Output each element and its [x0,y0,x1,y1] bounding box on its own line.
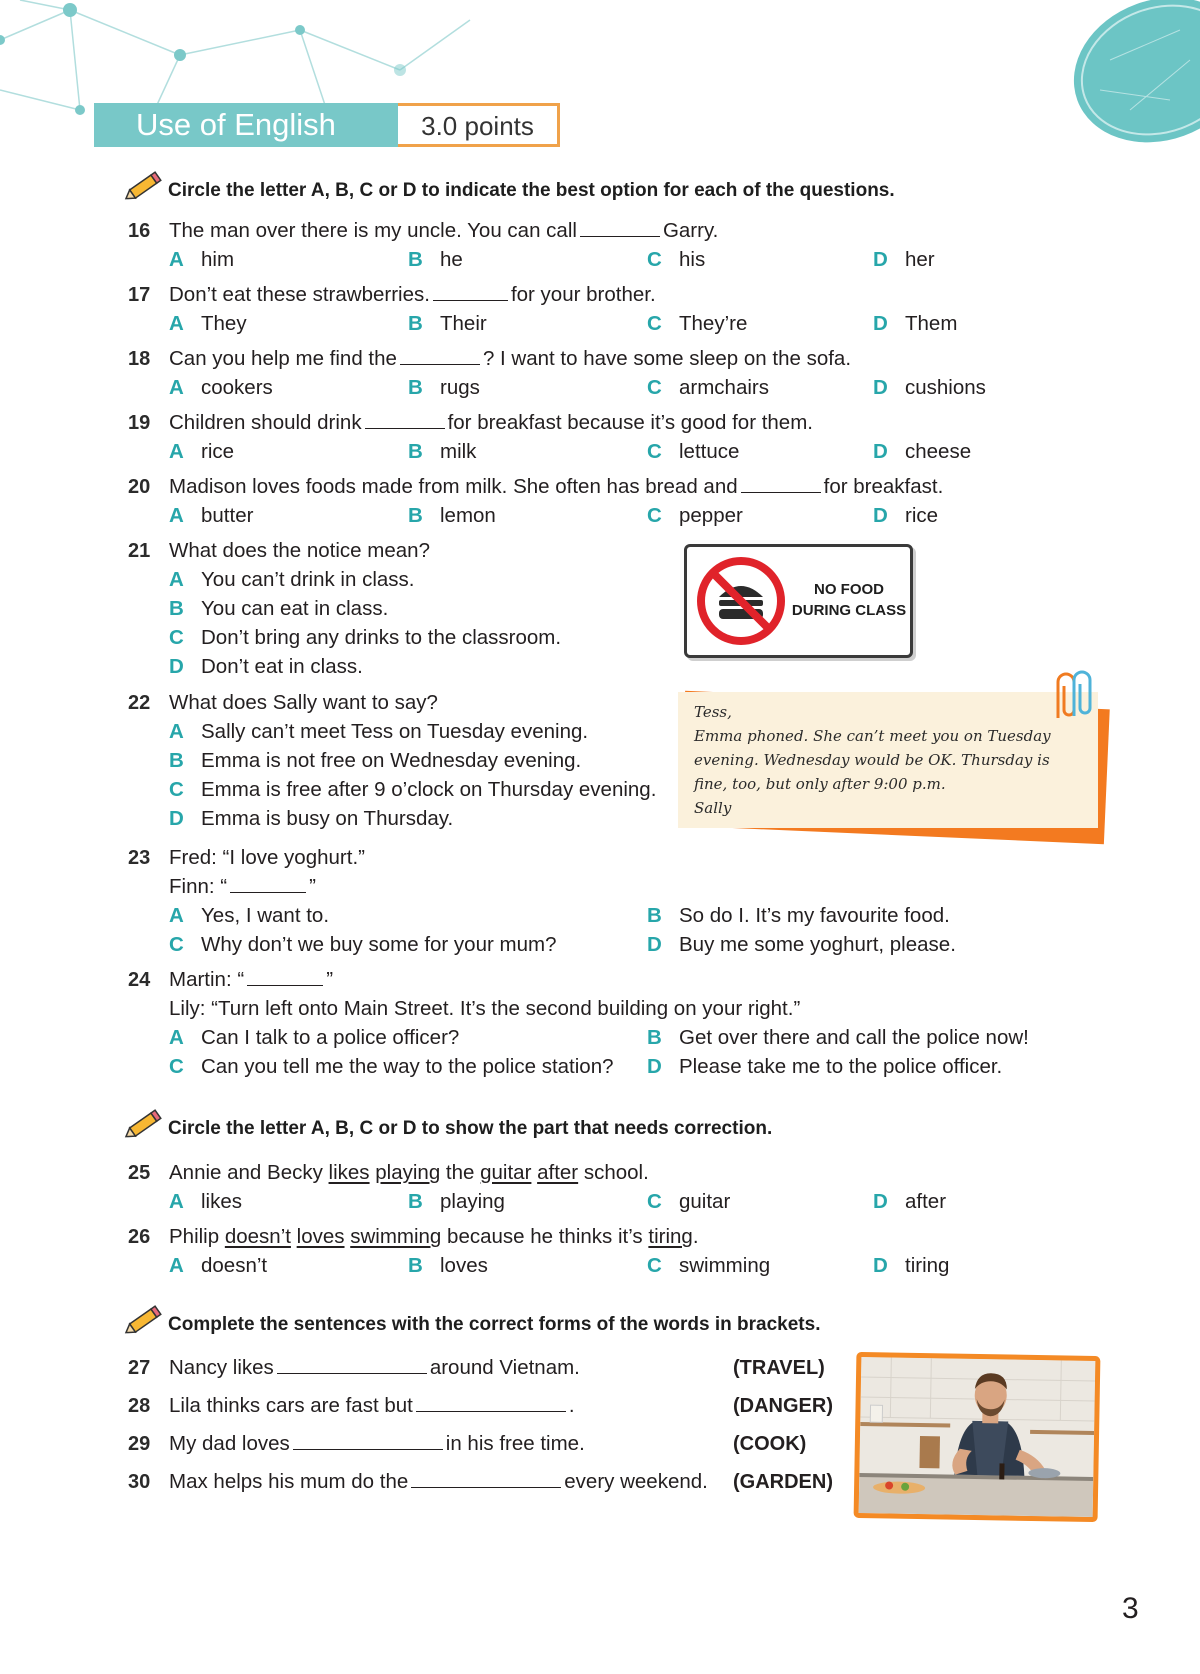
option-text: Can I talk to a police officer? [201,1026,460,1049]
question-19-text [169,410,813,436]
answer-blank [580,218,660,237]
option-letter: A [169,1254,184,1277]
option-d[interactable] [873,311,957,337]
option-text: Can you tell me the way to the police station? [201,1055,614,1078]
option-letter: C [169,626,184,649]
option-text: rice [201,440,235,463]
option-a[interactable] [169,1253,267,1279]
sentence-text: the [440,1161,481,1184]
option-letter: C [647,1254,662,1277]
answer-blank [230,874,306,893]
question-28-text [169,1393,575,1419]
option-c[interactable] [647,311,747,337]
note-paper [678,692,1098,828]
option-letter: C [169,1055,184,1078]
section-points: 3.0 points [398,103,560,147]
option-d[interactable] [647,932,956,958]
option-a[interactable] [169,439,234,465]
question-number: 19 [128,412,151,434]
option-d[interactable] [647,1054,1002,1080]
question-text-after: around Vietnam. [429,1356,580,1379]
note-line: Sally [694,799,732,817]
answer-blank [247,967,323,986]
option-text: swimming [679,1254,771,1277]
underlined-part-c: swimming [350,1225,442,1248]
question-21-text: What does the notice mean? [169,539,430,562]
question-text-before: Madison loves foods made from milk. She often has bread and [169,475,738,498]
option-text: Get over there and call the police now! [679,1026,1029,1049]
dialogue-text-after: ” [309,875,316,898]
option-letter: C [169,933,184,956]
pencil-icon [124,1106,164,1142]
question-text-before: Children should drink [169,411,362,434]
answer-blank[interactable] [411,1469,561,1488]
option-text: lettuce [679,440,740,463]
option-d[interactable] [169,806,453,832]
option-letter: D [873,440,888,463]
question-number: 26 [128,1226,151,1248]
option-c[interactable] [647,1253,770,1279]
option-c[interactable] [647,1189,730,1215]
option-letter: A [169,312,184,335]
question-number: 24 [128,969,151,991]
option-letter: A [169,376,184,399]
option-b[interactable] [408,375,480,401]
option-text: Emma is free after 9 o’clock on Thursday evening. [201,778,657,801]
option-a[interactable] [169,503,253,529]
option-text: Why don’t we buy some for your mum? [201,933,557,956]
option-c[interactable] [647,503,743,529]
question-text-after: ? I want to have some sleep on the sofa. [482,347,852,370]
instruction-text: Circle the letter A, B, C or D to indicate the best option for each of the questions. [168,180,895,201]
option-b[interactable] [408,1189,505,1215]
option-a[interactable] [169,247,234,273]
section-header [94,103,560,147]
option-text: he [440,248,463,271]
section-title: Use of English [94,103,400,147]
question-text-after: for breakfast. [823,475,944,498]
pencil-icon [124,168,164,204]
answer-blank [433,282,508,301]
question-16-text [169,218,718,244]
sentence-text: because he thinks it’s [441,1225,649,1248]
option-letter: B [647,1026,662,1049]
option-text: cookers [201,376,273,399]
question-number: 16 [128,220,151,242]
question-number: 18 [128,348,151,370]
word-in-brackets: (GARDEN) [733,1471,833,1493]
option-letter: C [647,1190,662,1213]
underlined-part-d: tiring [648,1225,693,1248]
question-27-text [169,1355,580,1381]
option-c[interactable] [169,625,561,651]
question-text-after: . [568,1394,575,1417]
option-b[interactable] [169,596,388,622]
question-text-before: My dad loves [169,1432,290,1455]
option-text: Emma is not free on Wednesday evening. [201,749,582,772]
option-text: him [201,248,235,271]
question-30-text [169,1469,708,1495]
question-text-after: for your brother. [510,283,656,306]
sentence-text: Philip [169,1225,225,1248]
underlined-part-a: likes [328,1161,370,1184]
sentence-text: . [692,1225,699,1248]
option-c[interactable] [647,375,769,401]
word-in-brackets: (COOK) [733,1433,807,1455]
circle-decoration [1040,0,1200,150]
option-d[interactable] [873,1189,946,1215]
option-c[interactable] [169,777,656,803]
option-a[interactable] [169,719,588,745]
option-b[interactable] [408,439,476,465]
sentence-text: school. [578,1161,649,1184]
option-text: Yes, I want to. [201,904,330,927]
notice-text [787,579,911,621]
option-text: They [201,312,247,335]
answer-blank [365,410,445,429]
option-text: Don’t bring any drinks to the classroom. [201,626,562,649]
question-22-text: What does Sally want to say? [169,691,438,714]
question-text-before: Don’t eat these strawberries. [169,283,430,306]
option-letter: B [169,749,184,772]
option-letter: C [647,248,662,271]
option-letter: D [169,807,184,830]
dialogue-text-before: Martin: “ [169,968,245,991]
option-text: guitar [679,1190,731,1213]
question-24-line1 [169,967,333,993]
option-letter: B [408,1190,423,1213]
question-26-text [169,1224,699,1250]
question-text-before: Can you help me find the [169,347,397,370]
option-letter: B [408,376,423,399]
underlined-part-b: playing [375,1161,441,1184]
option-d[interactable] [873,375,986,401]
option-text: So do I. It’s my favourite food. [679,904,950,927]
option-c[interactable] [647,439,739,465]
option-letter: A [169,248,184,271]
option-c[interactable] [169,1054,614,1080]
page-number: 3 [1122,1592,1139,1625]
pencil-icon [124,1302,164,1338]
option-letter: D [873,504,888,527]
question-number: 28 [128,1395,151,1417]
question-text-before: Nancy likes [169,1356,274,1379]
option-letter: D [647,1055,662,1078]
option-text: cheese [905,440,972,463]
question-number: 29 [128,1433,151,1455]
option-letter: D [169,655,184,678]
question-number: 22 [128,692,151,714]
option-text: pepper [679,504,743,527]
question-text-before: Lila thinks cars are fast but [169,1394,413,1417]
underlined-part-c: guitar [480,1161,532,1184]
question-20-text [169,474,943,500]
note-line: evening. Wednesday would be OK. Thursday is [694,751,1050,769]
note-line: Emma phoned. She can’t meet you on Tuesday [694,727,1051,745]
option-text: his [679,248,706,271]
question-29-text [169,1431,585,1457]
dialogue-text-after: ” [326,968,334,991]
option-text: lemon [440,504,496,527]
option-a[interactable] [169,567,414,593]
option-text: after [905,1190,947,1213]
option-d[interactable] [873,1253,949,1279]
option-a[interactable] [169,903,329,929]
option-letter: D [647,933,662,956]
instruction-text: Complete the sentences with the correct forms of the words in brackets. [168,1314,821,1335]
answer-blank[interactable] [416,1393,566,1412]
option-b[interactable] [169,748,581,774]
option-letter: A [169,504,184,527]
option-text: You can eat in class. [201,597,389,620]
underlined-part-b: loves [296,1225,345,1248]
option-letter: A [169,440,184,463]
option-b[interactable] [408,1253,488,1279]
option-letter: D [873,1254,888,1277]
question-23-line2 [169,874,316,900]
question-text-after: every weekend. [564,1470,708,1493]
question-text-after: for breakfast because it’s good for them. [447,411,813,434]
option-letter: B [408,312,423,335]
instruction-text: Circle the letter A, B, C or D to show the part that needs correction. [168,1118,773,1139]
answer-blank [400,346,480,365]
underlined-part-d: after [537,1161,579,1184]
notice-line: DURING CLASS [791,602,907,619]
option-d[interactable] [169,654,363,680]
paperclip-icon [1048,670,1100,722]
option-d[interactable] [873,439,971,465]
option-letter: D [873,1190,888,1213]
question-25-text [169,1160,649,1186]
dialogue-text-before: Finn: “ [169,875,228,898]
option-letter: B [408,248,423,271]
question-24-line2: Lily: “Turn left onto Main Street. It’s the second building on your right.” [169,997,801,1020]
question-number: 21 [128,540,151,562]
no-food-sign-icon [695,555,787,647]
answer-blank[interactable] [293,1431,443,1450]
option-letter: C [647,504,662,527]
option-c[interactable] [169,932,556,958]
option-letter: A [169,1026,184,1049]
option-letter: A [169,568,184,591]
note-line: Tess, [694,703,732,721]
option-text: rugs [440,376,480,399]
option-letter: B [408,504,423,527]
option-a[interactable] [169,1025,459,1051]
option-text: Emma is busy on Thursday. [201,807,454,830]
question-23-line1: Fred: “I love yoghurt.” [169,846,365,869]
question-number: 27 [128,1357,151,1379]
question-number: 17 [128,284,151,306]
option-b[interactable] [408,311,487,337]
option-a[interactable] [169,1189,242,1215]
option-letter: A [169,720,184,743]
option-letter: B [408,1254,423,1277]
question-18-text [169,346,851,372]
option-b[interactable] [647,903,950,929]
option-text: They’re [679,312,748,335]
question-number: 20 [128,476,151,498]
option-letter: D [873,376,888,399]
option-text: tiring [905,1254,950,1277]
option-letter: C [647,376,662,399]
option-text: her [905,248,935,271]
question-number: 23 [128,847,151,869]
man-cooking-illustration [859,1357,1096,1517]
question-number: 30 [128,1471,151,1493]
option-letter: B [408,440,423,463]
option-text: Please take me to the police officer. [679,1055,1003,1078]
option-letter: D [873,248,888,271]
question-text-before: Max helps his mum do the [169,1470,409,1493]
option-text: milk [440,440,477,463]
option-letter: D [873,312,888,335]
question-17-text [169,282,656,308]
option-text: doesn’t [201,1254,268,1277]
option-text: Buy me some yoghurt, please. [679,933,956,956]
option-text: loves [440,1254,488,1277]
question-text-after: in his free time. [445,1432,585,1455]
option-a[interactable] [169,375,273,401]
option-letter: A [169,1190,184,1213]
sentence-text: Annie and Becky [169,1161,329,1184]
option-letter: B [647,904,662,927]
option-b[interactable] [408,247,463,273]
question-number: 25 [128,1162,151,1184]
option-d[interactable] [873,247,935,273]
question-text-after: Garry. [662,219,719,242]
option-a[interactable] [169,311,247,337]
cooking-photo [854,1352,1101,1522]
word-in-brackets: (TRAVEL) [733,1357,825,1379]
option-text: Their [440,312,487,335]
option-text: cushions [905,376,986,399]
option-c[interactable] [647,247,705,273]
sally-note [672,670,1112,842]
option-letter: C [169,778,184,801]
option-text: rice [905,504,939,527]
option-letter: B [169,597,184,620]
option-text: Don’t eat in class. [201,655,363,678]
option-text: Sally can’t meet Tess on Tuesday evening. [201,720,589,743]
no-food-notice [684,544,913,658]
answer-blank [741,474,821,493]
question-text-before: The man over there is my uncle. You can call [169,219,577,242]
option-b[interactable] [647,1025,1029,1051]
note-line: fine, too, but only after 9:00 p.m. [694,775,946,793]
option-b[interactable] [408,503,496,529]
option-letter: A [169,904,184,927]
option-text: playing [440,1190,505,1213]
option-letter: C [647,440,662,463]
option-text: armchairs [679,376,769,399]
option-text: Them [905,312,958,335]
underlined-part-a: doesn’t [224,1225,291,1248]
word-in-brackets: (DANGER) [733,1395,833,1417]
option-letter: C [647,312,662,335]
notice-line: NO FOOD [814,581,884,598]
answer-blank[interactable] [277,1355,427,1374]
option-d[interactable] [873,503,938,529]
option-text: You can’t drink in class. [201,568,415,591]
option-text: likes [201,1190,243,1213]
option-text: butter [201,504,254,527]
